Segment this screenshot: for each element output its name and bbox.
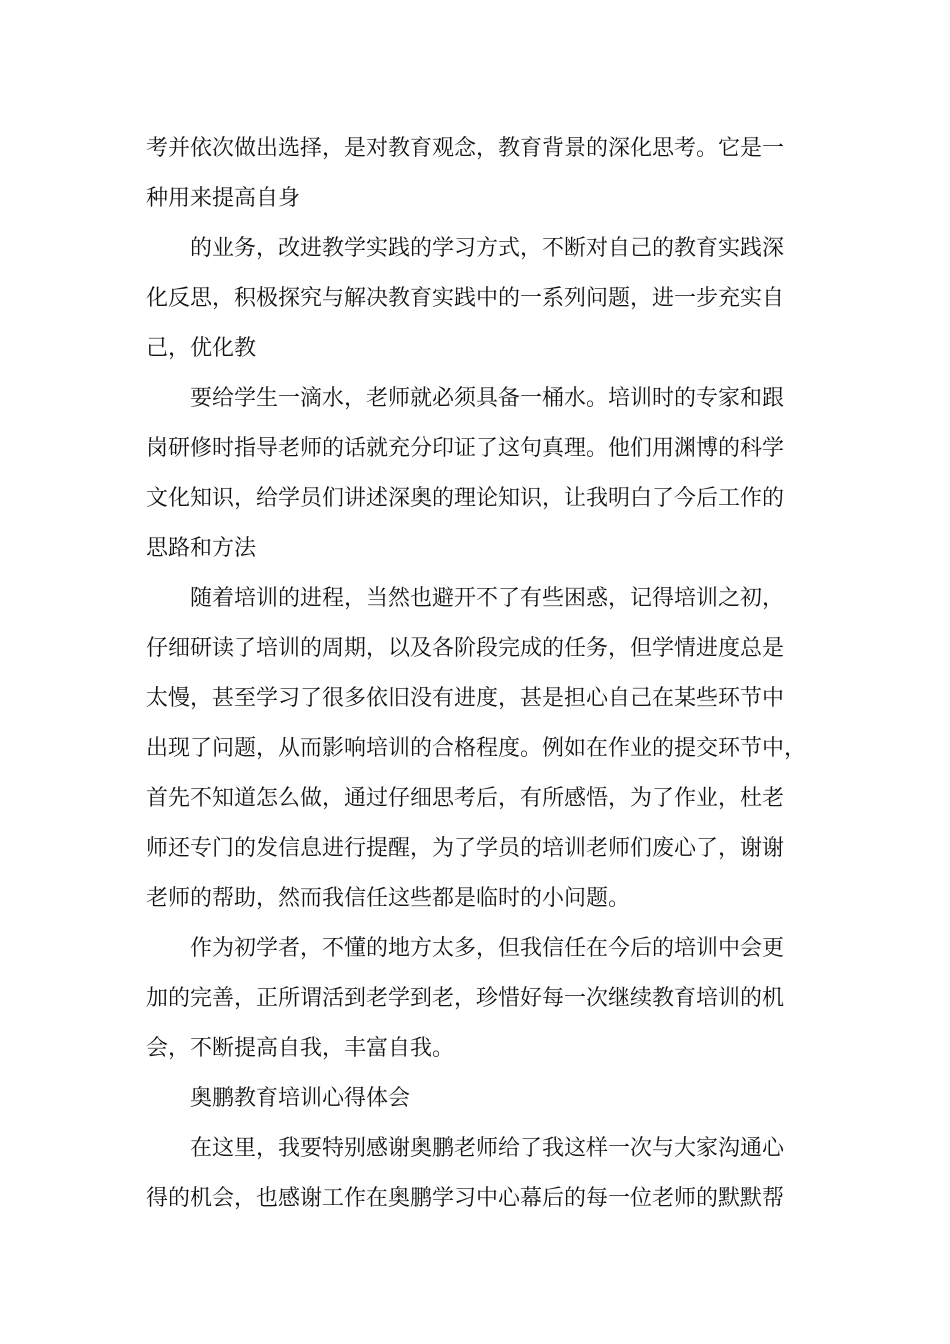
text-line: 要给学生一滴水，老师就必须具备一桶水。培训时的专家和跟 <box>190 386 785 411</box>
text-line: 种用来提高自身 <box>146 186 301 211</box>
text-line: 出现了问题，从而影响培训的合格程度。例如在作业的提交环节中， <box>146 736 807 761</box>
text-line: 化反思，积极探究与解决教育实践中的一系列问题，进一步充实自 <box>146 286 785 311</box>
text-line: 得的机会，也感谢工作在奥鹏学习中心幕后的每一位老师的默默帮 <box>146 1186 785 1211</box>
text-line: 岗研修时指导老师的话就充分印证了这句真理。他们用渊博的科学 <box>146 436 785 461</box>
text-line: 会，不断提高自我，丰富自我。 <box>146 1036 455 1061</box>
text-line: 加的完善，正所谓活到老学到老，珍惜好每一次继续教育培训的机 <box>146 986 785 1011</box>
text-line: 仔细研读了培训的周期，以及各阶段完成的任务，但学情进度总是 <box>146 636 785 661</box>
text-line: 思路和方法 <box>146 536 257 561</box>
text-line: 文化知识，给学员们讲述深奥的理论知识，让我明白了今后工作的 <box>146 486 785 511</box>
text-line: 奥鹏教育培训心得体会 <box>190 1086 411 1111</box>
text-line: 己，优化教 <box>146 336 257 361</box>
text-line: 考并依次做出选择，是对教育观念，教育背景的深化思考。它是一 <box>146 136 785 161</box>
text-line: 首先不知道怎么做，通过仔细思考后，有所感悟，为了作业，杜老 <box>146 786 785 811</box>
text-line: 师还专门的发信息进行提醒，为了学员的培训老师们废心了，谢谢 <box>146 836 785 861</box>
text-line: 的业务，改进教学实践的学习方式，不断对自己的教育实践深 <box>190 236 785 261</box>
text-line: 老师的帮助，然而我信任这些都是临时的小问题。 <box>146 886 631 911</box>
text-line: 太慢，甚至学习了很多依旧没有进度，甚是担心自己在某些环节中 <box>146 686 785 711</box>
text-line: 随着培训的进程，当然也避开不了有些困惑，记得培训之初， <box>190 586 785 611</box>
text-line: 作为初学者，不懂的地方太多，但我信任在今后的培训中会更 <box>190 936 785 961</box>
document-body <box>146 124 818 1224</box>
text-line: 在这里，我要特别感谢奥鹏老师给了我这样一次与大家沟通心 <box>190 1136 785 1161</box>
